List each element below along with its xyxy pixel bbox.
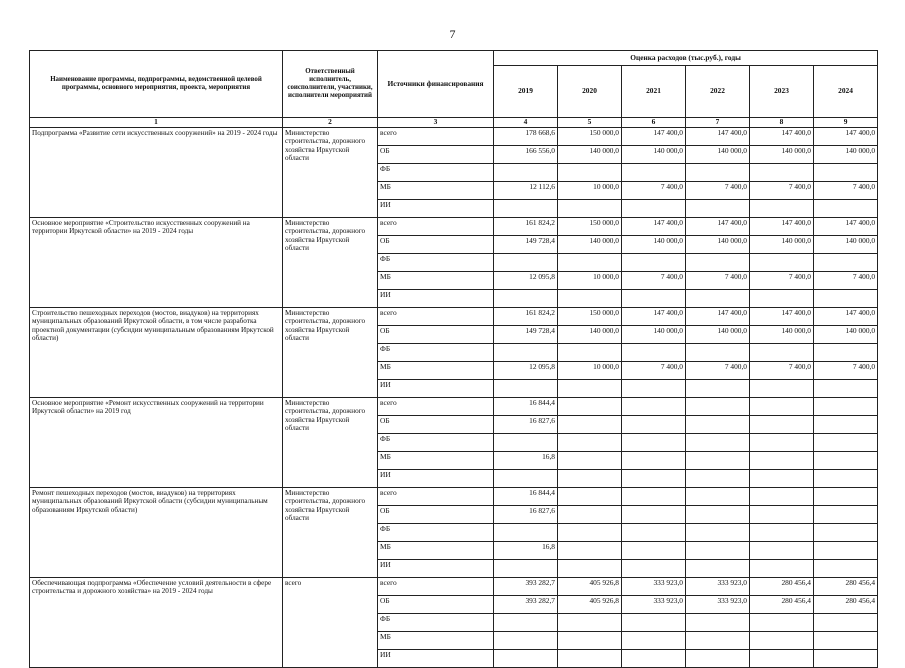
amount-cell: 405 926,8	[558, 596, 622, 614]
amount-cell	[622, 542, 686, 560]
funding-source-cell: ИИ	[378, 470, 494, 488]
amount-cell	[814, 650, 878, 668]
amount-cell	[750, 614, 814, 632]
amount-cell: 12 095,8	[494, 272, 558, 290]
amount-cell: 147 400,0	[622, 128, 686, 146]
amount-cell: 7 400,0	[622, 362, 686, 380]
amount-cell: 7 400,0	[686, 362, 750, 380]
program-name-cell: Строительство пешеходных переходов (мостов, виадуков) на территориях муниципальных образований Иркутской области, в том числе разработка проектной документации (субсидии муниципальным образованиям Иркутской области)	[30, 308, 283, 398]
amount-cell	[686, 290, 750, 308]
amount-cell: 10 000,0	[558, 362, 622, 380]
amount-cell: 140 000,0	[814, 146, 878, 164]
amount-cell: 178 668,6	[494, 128, 558, 146]
amount-cell	[686, 488, 750, 506]
amount-cell	[814, 416, 878, 434]
amount-cell: 7 400,0	[814, 362, 878, 380]
amount-cell	[558, 650, 622, 668]
amount-cell: 12 112,6	[494, 182, 558, 200]
amount-cell	[558, 506, 622, 524]
responsible-cell: Министерство строительства, дорожного хозяйства Иркутской области	[283, 398, 378, 488]
amount-cell: 280 456,4	[814, 578, 878, 596]
amount-cell: 140 000,0	[558, 146, 622, 164]
table-row	[30, 488, 878, 506]
amount-cell: 166 556,0	[494, 146, 558, 164]
amount-cell	[814, 506, 878, 524]
amount-cell: 147 400,0	[814, 308, 878, 326]
amount-cell	[622, 344, 686, 362]
amount-cell	[814, 542, 878, 560]
funding-source-cell: всего	[378, 488, 494, 506]
amount-cell	[750, 506, 814, 524]
funding-source-cell: всего	[378, 308, 494, 326]
header-year: 2023	[750, 66, 814, 118]
amount-cell	[622, 200, 686, 218]
page-number: 7	[449, 27, 456, 41]
amount-cell: 393 282,7	[494, 578, 558, 596]
amount-cell	[494, 434, 558, 452]
amount-cell	[622, 560, 686, 578]
amount-cell: 147 400,0	[686, 308, 750, 326]
funding-source-cell: ОБ	[378, 146, 494, 164]
header-year: 2019	[494, 66, 558, 118]
amount-cell	[558, 614, 622, 632]
amount-cell	[750, 344, 814, 362]
amount-cell	[494, 380, 558, 398]
amount-cell: 140 000,0	[686, 236, 750, 254]
amount-cell	[622, 488, 686, 506]
program-name-cell: Ремонт пешеходных переходов (мостов, виадуков) на территориях муниципальных образований Иркутской области (субсидии муниципальным образованиям Иркутской области)	[30, 488, 283, 578]
amount-cell	[558, 560, 622, 578]
header-year: 2022	[686, 66, 750, 118]
amount-cell	[622, 398, 686, 416]
budget-table	[29, 50, 878, 668]
amount-cell	[750, 200, 814, 218]
table-body	[30, 128, 878, 668]
amount-cell	[558, 200, 622, 218]
amount-cell	[558, 344, 622, 362]
funding-source-cell: всего	[378, 128, 494, 146]
amount-cell: 16 844,4	[494, 398, 558, 416]
amount-cell	[494, 632, 558, 650]
amount-cell: 140 000,0	[814, 236, 878, 254]
amount-cell	[814, 452, 878, 470]
amount-cell	[750, 164, 814, 182]
amount-cell	[686, 542, 750, 560]
amount-cell	[558, 452, 622, 470]
amount-cell	[686, 434, 750, 452]
amount-cell: 149 728,4	[494, 236, 558, 254]
amount-cell: 7 400,0	[622, 272, 686, 290]
amount-cell	[686, 344, 750, 362]
column-number-row	[30, 118, 878, 128]
amount-cell	[494, 344, 558, 362]
amount-cell: 140 000,0	[558, 236, 622, 254]
funding-source-cell: ОБ	[378, 416, 494, 434]
amount-cell	[750, 434, 814, 452]
amount-cell	[686, 470, 750, 488]
amount-cell	[494, 254, 558, 272]
amount-cell	[814, 614, 878, 632]
amount-cell	[558, 434, 622, 452]
amount-cell	[622, 470, 686, 488]
funding-source-cell: МБ	[378, 542, 494, 560]
amount-cell	[558, 398, 622, 416]
amount-cell	[558, 542, 622, 560]
header-year: 2024	[814, 66, 878, 118]
amount-cell	[622, 290, 686, 308]
amount-cell	[750, 290, 814, 308]
responsible-cell: всего	[283, 578, 378, 668]
amount-cell: 150 000,0	[558, 128, 622, 146]
amount-cell	[494, 614, 558, 632]
funding-source-cell: ФБ	[378, 164, 494, 182]
amount-cell: 147 400,0	[750, 218, 814, 236]
funding-source-cell: ФБ	[378, 614, 494, 632]
funding-source-cell: ИИ	[378, 560, 494, 578]
amount-cell	[622, 380, 686, 398]
amount-cell: 16 844,4	[494, 488, 558, 506]
amount-cell	[494, 524, 558, 542]
amount-cell	[558, 632, 622, 650]
amount-cell	[750, 542, 814, 560]
amount-cell	[558, 164, 622, 182]
amount-cell: 333 923,0	[686, 596, 750, 614]
amount-cell	[814, 344, 878, 362]
responsible-cell: Министерство строительства, дорожного хозяйства Иркутской области	[283, 308, 378, 398]
amount-cell: 280 456,4	[750, 578, 814, 596]
amount-cell: 16 827,6	[494, 416, 558, 434]
funding-source-cell: ОБ	[378, 596, 494, 614]
amount-cell: 150 000,0	[558, 308, 622, 326]
amount-cell: 140 000,0	[686, 326, 750, 344]
amount-cell: 140 000,0	[814, 326, 878, 344]
amount-cell	[814, 632, 878, 650]
amount-cell	[622, 506, 686, 524]
amount-cell: 12 095,8	[494, 362, 558, 380]
header-name: Наименование программы, подпрограммы, ведомственной целевой программы, основного мероприятия, проекта, мероприятия	[30, 51, 283, 118]
header-estimate: Оценка расходов (тыс.руб.), годы	[494, 51, 878, 66]
amount-cell: 140 000,0	[750, 326, 814, 344]
amount-cell: 147 400,0	[622, 218, 686, 236]
funding-source-cell: ИИ	[378, 290, 494, 308]
amount-cell	[750, 452, 814, 470]
amount-cell	[622, 452, 686, 470]
funding-source-cell: всего	[378, 398, 494, 416]
amount-cell: 7 400,0	[622, 182, 686, 200]
column-number: 6	[622, 118, 686, 128]
header-source: Источники финансирования	[378, 51, 494, 118]
amount-cell	[814, 470, 878, 488]
funding-source-cell: ФБ	[378, 434, 494, 452]
amount-cell	[558, 254, 622, 272]
amount-cell	[686, 416, 750, 434]
amount-cell	[622, 632, 686, 650]
funding-source-cell: ИИ	[378, 200, 494, 218]
amount-cell	[686, 254, 750, 272]
funding-source-cell: МБ	[378, 632, 494, 650]
amount-cell	[750, 470, 814, 488]
amount-cell: 333 923,0	[622, 596, 686, 614]
table-row	[30, 128, 878, 146]
amount-cell: 393 282,7	[494, 596, 558, 614]
amount-cell	[686, 164, 750, 182]
amount-cell	[622, 614, 686, 632]
amount-cell	[686, 632, 750, 650]
amount-cell: 147 400,0	[686, 128, 750, 146]
amount-cell	[622, 416, 686, 434]
amount-cell: 150 000,0	[558, 218, 622, 236]
amount-cell	[558, 524, 622, 542]
funding-source-cell: МБ	[378, 272, 494, 290]
responsible-cell: Министерство строительства, дорожного хозяйства Иркутской области	[283, 218, 378, 308]
column-number: 7	[686, 118, 750, 128]
amount-cell	[814, 488, 878, 506]
amount-cell: 147 400,0	[750, 308, 814, 326]
amount-cell	[622, 434, 686, 452]
funding-source-cell: ИИ	[378, 380, 494, 398]
header-year: 2021	[622, 66, 686, 118]
responsible-cell: Министерство строительства, дорожного хозяйства Иркутской области	[283, 128, 378, 218]
amount-cell: 280 456,4	[750, 596, 814, 614]
amount-cell	[494, 200, 558, 218]
amount-cell: 7 400,0	[814, 272, 878, 290]
amount-cell	[814, 164, 878, 182]
funding-source-cell: всего	[378, 578, 494, 596]
amount-cell: 140 000,0	[622, 236, 686, 254]
amount-cell: 149 728,4	[494, 326, 558, 344]
amount-cell: 405 926,8	[558, 578, 622, 596]
amount-cell	[750, 398, 814, 416]
funding-source-cell: ИИ	[378, 650, 494, 668]
amount-cell	[622, 650, 686, 668]
amount-cell: 333 923,0	[622, 578, 686, 596]
funding-source-cell: ОБ	[378, 326, 494, 344]
amount-cell	[494, 650, 558, 668]
table-row	[30, 218, 878, 236]
funding-source-cell: МБ	[378, 452, 494, 470]
amount-cell	[814, 398, 878, 416]
column-number: 4	[494, 118, 558, 128]
funding-source-cell: МБ	[378, 362, 494, 380]
amount-cell	[750, 524, 814, 542]
responsible-cell: Министерство строительства, дорожного хозяйства Иркутской области	[283, 488, 378, 578]
amount-cell: 16 827,6	[494, 506, 558, 524]
amount-cell: 140 000,0	[750, 146, 814, 164]
amount-cell	[814, 290, 878, 308]
header-responsible: Ответственный исполнитель, соисполнители, участники, исполнители мероприятий	[283, 51, 378, 118]
amount-cell: 140 000,0	[622, 146, 686, 164]
amount-cell	[814, 434, 878, 452]
amount-cell	[622, 254, 686, 272]
amount-cell	[686, 614, 750, 632]
funding-source-cell: ОБ	[378, 506, 494, 524]
column-number: 1	[30, 118, 283, 128]
amount-cell	[558, 488, 622, 506]
amount-cell: 7 400,0	[750, 362, 814, 380]
amount-cell	[686, 650, 750, 668]
amount-cell	[686, 452, 750, 470]
amount-cell: 140 000,0	[622, 326, 686, 344]
amount-cell: 147 400,0	[814, 218, 878, 236]
amount-cell	[814, 524, 878, 542]
amount-cell	[622, 524, 686, 542]
funding-source-cell: ФБ	[378, 254, 494, 272]
amount-cell	[750, 650, 814, 668]
amount-cell	[558, 290, 622, 308]
amount-cell	[814, 560, 878, 578]
amount-cell: 280 456,4	[814, 596, 878, 614]
amount-cell: 161 824,2	[494, 308, 558, 326]
amount-cell: 16,8	[494, 452, 558, 470]
amount-cell	[494, 470, 558, 488]
amount-cell	[750, 254, 814, 272]
amount-cell: 333 923,0	[686, 578, 750, 596]
amount-cell	[622, 164, 686, 182]
amount-cell: 147 400,0	[814, 128, 878, 146]
amount-cell	[686, 380, 750, 398]
column-number: 3	[378, 118, 494, 128]
amount-cell	[494, 290, 558, 308]
amount-cell: 10 000,0	[558, 182, 622, 200]
amount-cell	[686, 506, 750, 524]
program-name-cell: Основное мероприятие «Строительство искусственных сооружений на территории Иркутской области» на 2019 - 2024 годы	[30, 218, 283, 308]
amount-cell: 161 824,2	[494, 218, 558, 236]
amount-cell	[686, 398, 750, 416]
program-name-cell: Подпрограмма «Развитие сети искусственных сооружений» на 2019 - 2024 годы	[30, 128, 283, 218]
amount-cell	[750, 560, 814, 578]
program-name-cell: Обеспечивающая подпрограмма «Обеспечение условий деятельности в сфере строительства и дорожного хозяйства» на 2019 - 2024 годы	[30, 578, 283, 668]
amount-cell	[558, 416, 622, 434]
amount-cell	[750, 380, 814, 398]
amount-cell	[750, 416, 814, 434]
funding-source-cell: ФБ	[378, 344, 494, 362]
amount-cell: 7 400,0	[750, 272, 814, 290]
amount-cell	[750, 488, 814, 506]
table-row	[30, 308, 878, 326]
amount-cell	[558, 380, 622, 398]
amount-cell: 140 000,0	[558, 326, 622, 344]
amount-cell: 7 400,0	[686, 272, 750, 290]
amount-cell: 10 000,0	[558, 272, 622, 290]
amount-cell	[686, 200, 750, 218]
table-row	[30, 398, 878, 416]
amount-cell: 16,8	[494, 542, 558, 560]
amount-cell: 147 400,0	[750, 128, 814, 146]
amount-cell	[686, 524, 750, 542]
amount-cell: 7 400,0	[686, 182, 750, 200]
amount-cell	[814, 200, 878, 218]
amount-cell: 7 400,0	[750, 182, 814, 200]
amount-cell	[494, 560, 558, 578]
column-number: 9	[814, 118, 878, 128]
program-name-cell: Основное мероприятие «Ремонт искусственных сооружений на территории Иркутской области» на 2019 год	[30, 398, 283, 488]
funding-source-cell: ФБ	[378, 524, 494, 542]
amount-cell	[750, 632, 814, 650]
funding-source-cell: всего	[378, 218, 494, 236]
amount-cell: 140 000,0	[686, 146, 750, 164]
column-number: 8	[750, 118, 814, 128]
column-number: 2	[283, 118, 378, 128]
amount-cell: 147 400,0	[622, 308, 686, 326]
amount-cell	[686, 560, 750, 578]
amount-cell: 147 400,0	[686, 218, 750, 236]
amount-cell	[814, 254, 878, 272]
funding-source-cell: ОБ	[378, 236, 494, 254]
amount-cell: 140 000,0	[750, 236, 814, 254]
funding-source-cell: МБ	[378, 182, 494, 200]
table-row	[30, 578, 878, 596]
header-year: 2020	[558, 66, 622, 118]
amount-cell	[558, 470, 622, 488]
amount-cell	[814, 380, 878, 398]
amount-cell: 7 400,0	[814, 182, 878, 200]
column-number: 5	[558, 118, 622, 128]
amount-cell	[494, 164, 558, 182]
